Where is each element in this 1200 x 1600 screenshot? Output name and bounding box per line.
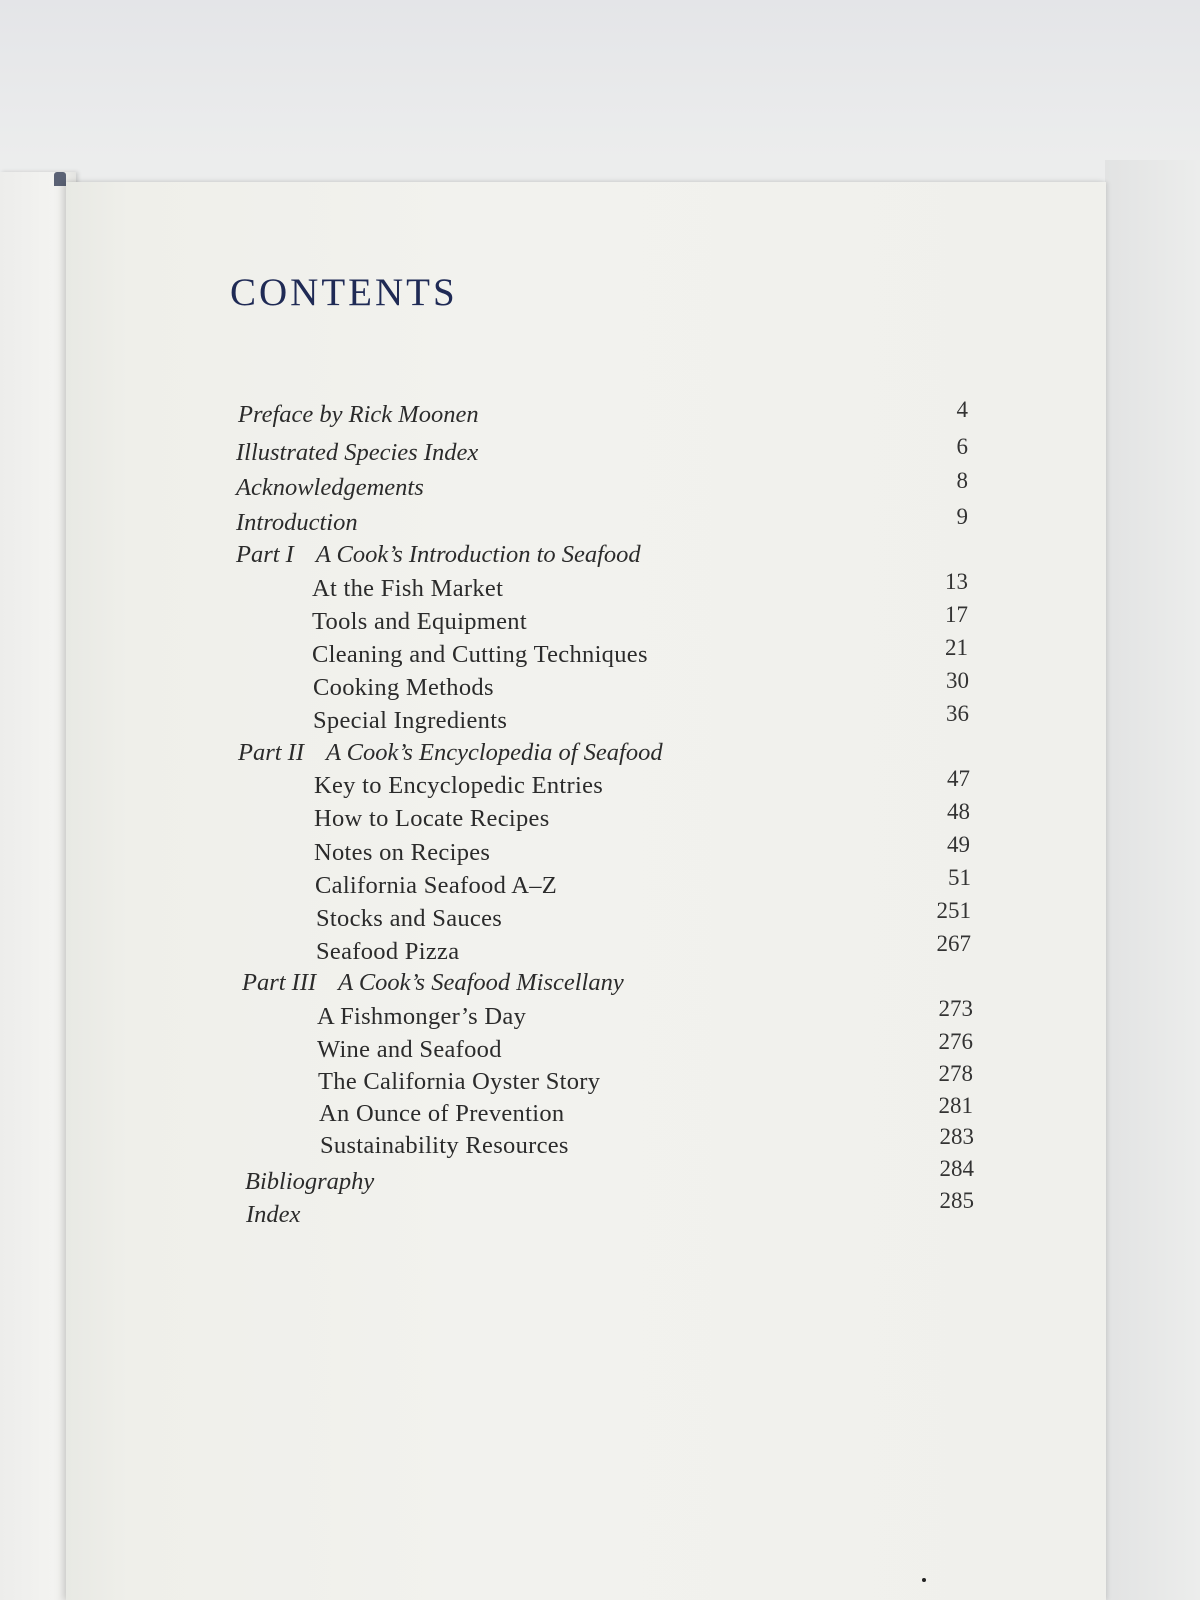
toc-entry-seafood-pizza[interactable]: Seafood Pizza [316, 938, 460, 965]
toc-page-prevention: 281 [938, 1093, 973, 1118]
toc-entry-cleaning[interactable]: Cleaning and Cutting Techniques [312, 641, 648, 668]
toc-part-title: A Cook’s Introduction to Seafood [315, 541, 641, 568]
toc-page-locate-recipes: 48 [947, 799, 970, 824]
toc-entry-special-ingredients[interactable]: Special Ingredients [313, 707, 508, 734]
toc-page-cleaning: 21 [945, 635, 968, 660]
toc-page-fish-market: 13 [945, 569, 968, 594]
toc-entry-bibliography[interactable]: Bibliography [245, 1168, 375, 1195]
toc-entry-notes-recipes[interactable]: Notes on Recipes [314, 839, 491, 866]
toc-page-fishmonger: 273 [938, 996, 973, 1021]
toc-part-heading[interactable] [242, 966, 624, 1000]
toc-entry-seafood-a-z[interactable]: California Seafood A–Z [315, 872, 558, 899]
toc-entry-preface[interactable]: Preface by Rick Moonen [238, 401, 479, 428]
toc-page-seafood-a-z: 51 [948, 865, 971, 890]
toc-page-species-index: 6 [956, 434, 968, 459]
toc-page-tools: 17 [945, 602, 968, 627]
toc-entry-acknowledgements[interactable]: Acknowledgements [236, 474, 424, 501]
toc-entry-locate-recipes[interactable]: How to Locate Recipes [314, 805, 550, 832]
toc-page-introduction: 9 [956, 504, 968, 529]
toc-page-index: 285 [939, 1188, 974, 1213]
toc-entry-prevention[interactable]: An Ounce of Prevention [319, 1100, 565, 1127]
toc-page-cooking-methods: 30 [946, 668, 969, 693]
toc-page-notes-recipes: 49 [947, 832, 970, 857]
toc-page-wine: 276 [938, 1029, 973, 1054]
toc-part-number: Part III [242, 969, 317, 996]
toc-entry-tools[interactable]: Tools and Equipment [312, 608, 527, 635]
toc-page-preface: 4 [956, 397, 968, 422]
toc-entry-introduction[interactable]: Introduction [236, 509, 358, 536]
toc-entry-wine[interactable]: Wine and Seafood [317, 1036, 502, 1063]
toc-part-number: Part II [238, 739, 304, 766]
toc-entry-fish-market[interactable]: At the Fish Market [312, 575, 504, 602]
toc-entry-index[interactable]: Index [246, 1201, 301, 1228]
toc-entry-oyster-story[interactable]: The California Oyster Story [318, 1068, 601, 1095]
toc-part-heading[interactable] [238, 736, 663, 770]
toc-entry-cooking-methods[interactable]: Cooking Methods [313, 674, 494, 701]
toc-page-sustainability: 283 [939, 1124, 974, 1149]
toc-part-heading[interactable] [236, 538, 641, 572]
toc-entry-species-index[interactable]: Illustrated Species Index [236, 439, 479, 466]
toc-page-bibliography: 284 [939, 1156, 974, 1181]
toc-entry-sustainability[interactable]: Sustainability Resources [320, 1132, 569, 1159]
page-title: CONTENTS [230, 271, 458, 314]
toc-part-title: A Cook’s Seafood Miscellany [338, 969, 624, 996]
toc-page-acknowledgements: 8 [956, 468, 968, 493]
toc-part-number: Part I [236, 541, 294, 568]
toc-page-key-entries: 47 [947, 766, 970, 791]
toc-page-seafood-pizza: 267 [936, 931, 971, 956]
toc-entry-stocks-sauces[interactable]: Stocks and Sauces [316, 905, 503, 932]
toc-entry-fishmonger[interactable]: A Fishmonger’s Day [317, 1003, 527, 1030]
paper-speck [922, 1578, 926, 1582]
toc-entry-key-entries[interactable]: Key to Encyclopedic Entries [314, 772, 604, 799]
toc-page-special-ingredients: 36 [946, 701, 969, 726]
toc-page-oyster-story: 278 [938, 1061, 973, 1086]
toc-page-stocks-sauces: 251 [936, 898, 971, 923]
toc-part-title: A Cook’s Encyclopedia of Seafood [326, 739, 663, 766]
